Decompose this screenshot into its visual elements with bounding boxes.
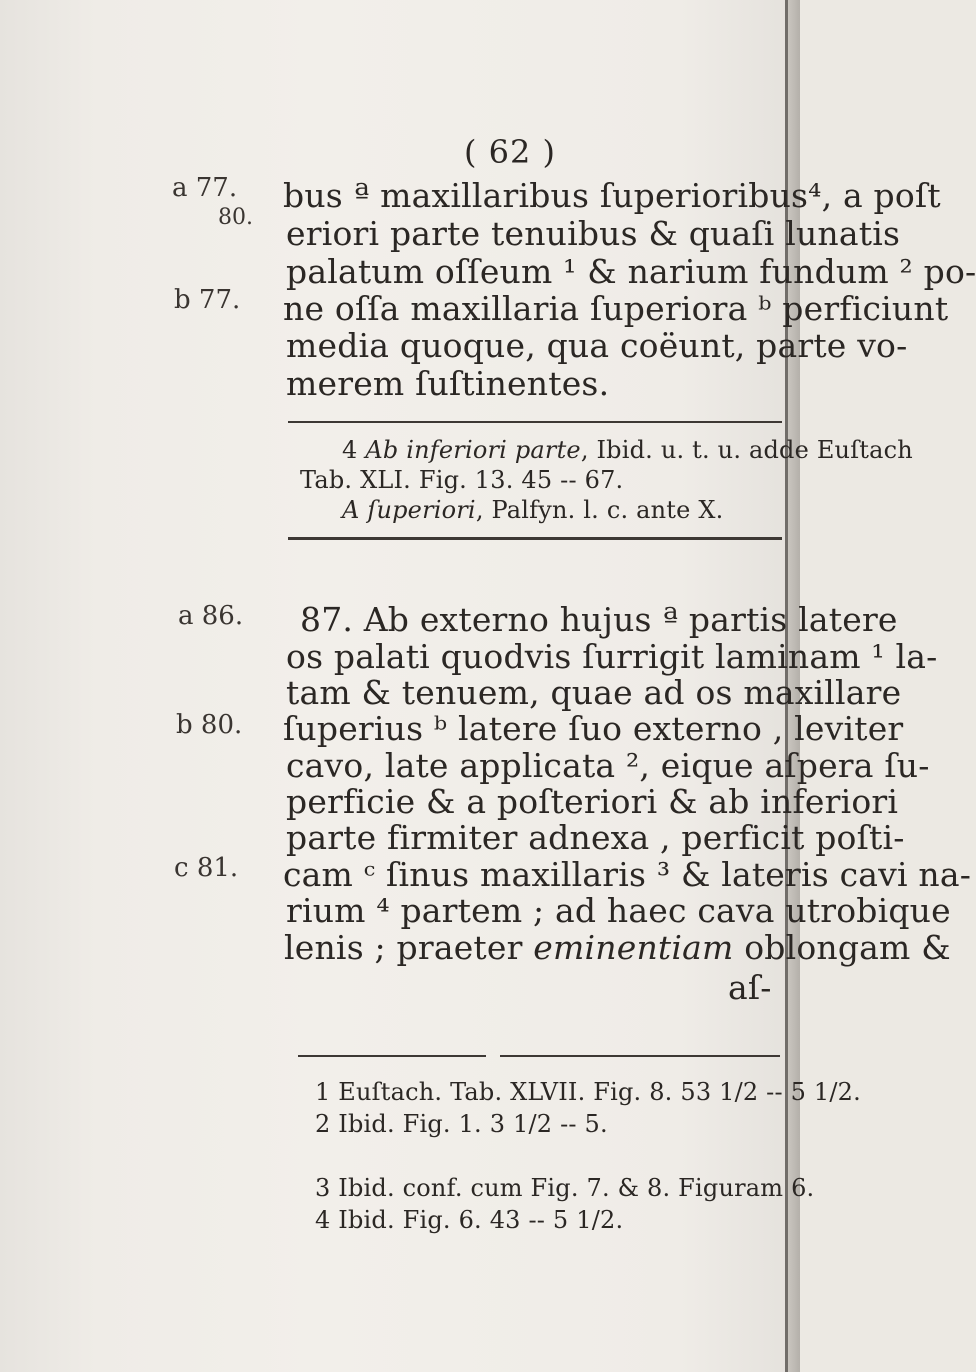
body-text-line: parte firmiter adnexa , perficit poſti- (286, 818, 905, 857)
footnote-separator (288, 537, 782, 540)
margin-note: c 81. (174, 853, 239, 883)
body-text-line: os palati quodvis ſurrigit laminam ¹ la- (286, 637, 938, 676)
body-text-line: bus ª maxillaribus ſuperioribus⁴, a poſt (283, 176, 941, 215)
footnote-line (342, 496, 724, 524)
footnote-text: , Ibid. u. t. u. adde Euſtach (580, 436, 913, 464)
body-text-line: ne oſſa maxillaria ſuperiora ᵇ perficiunt (283, 289, 949, 328)
footnote-text: , Palfyn. l. c. ante X. (475, 496, 724, 524)
footnote-line: 1 Euſtach. Tab. XLVII. Fig. 8. 53 1/2 -- 5 1/2. (315, 1078, 861, 1106)
body-text: lenis ; praeter (284, 928, 534, 967)
body-text-line: 87. Ab externo hujus ª partis latere (300, 600, 898, 639)
margin-note: 80. (218, 205, 253, 230)
body-text-line: ſuperius ᵇ latere ſuo externo , leviter (283, 709, 904, 748)
footnote-italic: A ſuperiori (342, 496, 476, 524)
body-text-line: eriori parte tenuibus & quaſi lunatis (286, 214, 901, 253)
body-text-line: perficie & a poſteriori & ab inferiori (286, 782, 899, 821)
margin-note: b 80. (176, 710, 243, 740)
body-text-line: cam ᶜ ſinus maxillaris ³ & lateris cavi na- (283, 855, 972, 894)
body-text-line: merem ſuſtinentes. (286, 364, 610, 403)
footnote-line (342, 436, 913, 464)
footnote-separator (500, 1055, 780, 1057)
footnote-line: 2 Ibid. Fig. 1. 3 1/2 -- 5. (315, 1110, 608, 1138)
margin-note: a 86. (178, 601, 244, 631)
catchword: aſ- (728, 968, 772, 1007)
footnote-line: 3 Ibid. conf. cum Fig. 7. & 8. Figuram 6. (315, 1174, 815, 1202)
body-text-line: cavo, late applicata ², eique aſpera ſu- (286, 746, 930, 785)
footnote-italic: Ab inferiori parte (365, 436, 581, 464)
body-text-line (284, 928, 951, 967)
footnote-number: 4 (342, 436, 358, 464)
body-italic: eminentiam (533, 928, 734, 967)
body-text-line: rium ⁴ partem ; ad haec cava utrobique (286, 891, 951, 930)
footnote-line: Tab. XLI. Fig. 13. 45 -- 67. (300, 466, 624, 494)
footnote-separator (298, 1055, 486, 1057)
margin-note: a 77. (172, 173, 238, 203)
footnote-separator (288, 421, 782, 423)
footnote-line: 4 Ibid. Fig. 6. 43 -- 5 1/2. (315, 1206, 624, 1234)
body-text-line: media quoque, qua coëunt, parte vo- (286, 326, 908, 365)
page-number: ( 62 ) (464, 133, 557, 171)
body-text: oblongam & (733, 928, 951, 967)
margin-note: b 77. (174, 285, 241, 315)
body-text-line: tam & tenuem, quae ad os maxillare (286, 673, 902, 712)
body-text-line: palatum oſſeum ¹ & narium fundum ² po- (286, 252, 976, 291)
